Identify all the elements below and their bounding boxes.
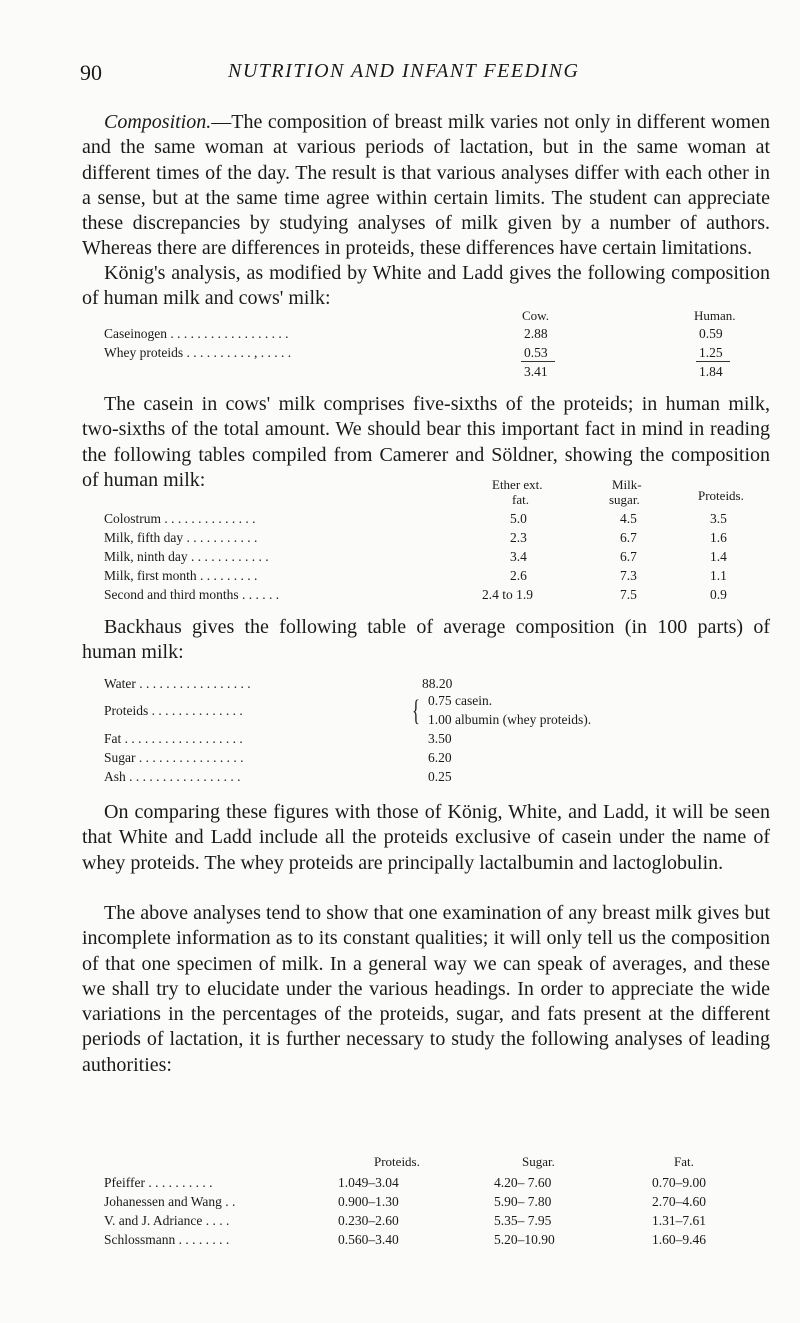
table-row: V. and J. Adriance . . . . 0.230–2.60 5.35– 7.95 1.31–7.61 xyxy=(104,1213,706,1228)
running-title: NUTRITION AND INFANT FEEDING xyxy=(228,60,580,82)
table-row: Fat . . . . . . . . . . . . . . . . . . 3.50 xyxy=(104,731,452,746)
col-human: Human. xyxy=(694,308,736,323)
table-row: Colostrum . . . . . . . . . . . . . . 5.0 4.5 3.5 xyxy=(104,511,727,526)
analyses-paragraph: The above analyses tend to show that one examination of any breast milk gives but incomplete information as to its constant qualities; it will only tell us the composition of that one specimen of milk. In a general way we can speak of averages, and these we shall try to elucidate under the various headings. In order to appreciate the wide variations in the percentages of the proteids, sugar, and fats present at the different periods of lactation, it is further necessary to study the following analyses of leading authorities: xyxy=(82,902,770,1076)
backhaus-paragraph: Backhaus gives the following table of average composition (in 100 parts) of human milk: xyxy=(82,616,770,664)
page-number: 90 xyxy=(80,60,102,85)
table-row: Sugar . . . . . . . . . . . . . . . . 6.20 xyxy=(104,750,452,765)
total-row: 3.41 1.84 xyxy=(524,364,723,379)
table-row: Milk, fifth day . . . . . . . . . . . 2.3 6.7 1.6 xyxy=(104,530,727,545)
table-row: Second and third months . . . . . . 2.4 to 1.9 7.5 0.9 xyxy=(104,587,727,602)
table-row: Milk, ninth day . . . . . . . . . . . . 3.4 6.7 1.4 xyxy=(104,549,727,564)
table-row: Water . . . . . . . . . . . . . . . . . 88.20 xyxy=(104,676,453,691)
col-cow: Cow. xyxy=(522,308,549,323)
table-row: Schlossmann . . . . . . . . 0.560–3.40 5.20–10.90 1.60–9.46 xyxy=(104,1232,706,1247)
brace-icon: { xyxy=(412,694,420,727)
table-row: Whey proteids . . . . . . . . . . , . . . . . 0.53 1.25 xyxy=(104,345,723,360)
intro-paragraph xyxy=(82,110,770,262)
table-row: Johanessen and Wang . . 0.900–1.30 5.90– 7.80 2.70–4.60 xyxy=(104,1194,706,1209)
table-row: Milk, first month . . . . . . . . . 2.6 7.3 1.1 xyxy=(104,568,727,583)
konig-paragraph xyxy=(82,261,770,312)
comparing-paragraph: On comparing these figures with those of König, White, and Ladd, it will be seen that White and Ladd include all the proteids exclusive of casein under the name of whey proteids. The whey proteids are principally lactalbumin and lactoglobulin. xyxy=(82,801,770,874)
table-row: Caseinogen . . . . . . . . . . . . . . . . . . 2.88 0.59 xyxy=(104,326,723,341)
intro-text: —The composition of breast milk varies not only in different women and the same woman at various periods of lactation, but in the same woman at different times of the day. The result is that various analyses differ with each other in a sense, but at the same time agree within certain limits. The student can appreciate these discrepancies by studying analyses of milk given by a number of authors. Whereas there are differences in proteids, these differences have certain limitations. xyxy=(82,111,770,260)
konig-text: König's analysis, as modified by White and Ladd gives the following composition of human milk and cows' milk: xyxy=(82,262,770,310)
casein-paragraph: The casein in cows' milk comprises five-sixths of the proteids; in human milk, two-sixths of the total amount. We should bear this important fact in mind in reading the following tables compiled from Camerer and Söldner, showing the composition of human milk: xyxy=(82,393,770,491)
table-row: Ash . . . . . . . . . . . . . . . . . 0.25 xyxy=(104,769,452,784)
composition-lead: Composition. xyxy=(104,111,212,133)
table-row: Pfeiffer . . . . . . . . . . 1.049–3.04 4.20– 7.60 0.70–9.00 xyxy=(104,1175,706,1190)
